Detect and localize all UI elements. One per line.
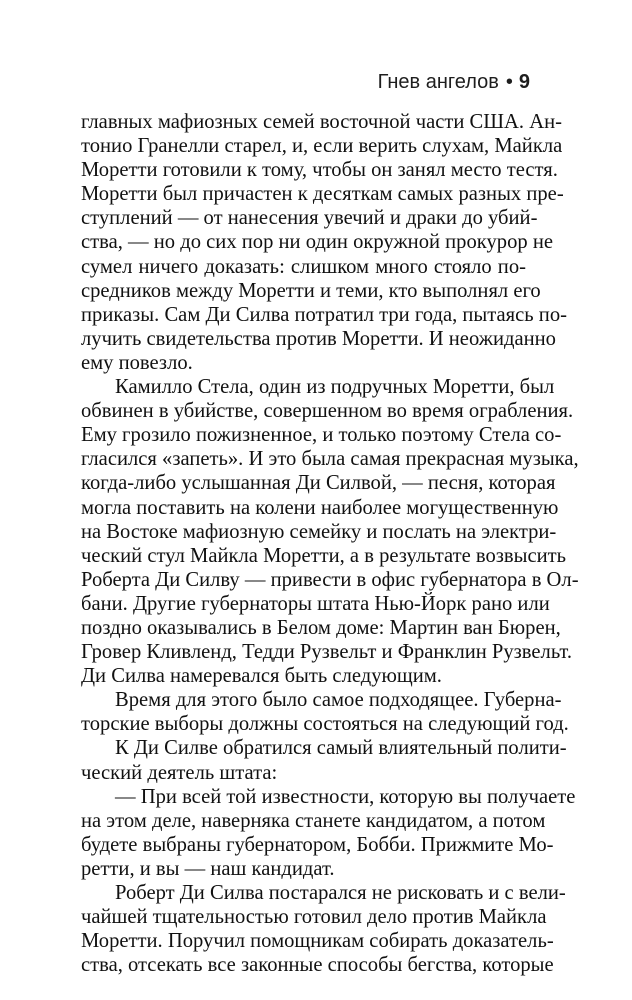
text-line: поздно оказывались в Белом доме: Мартин ван Бюрен, xyxy=(81,616,561,639)
book-title: Гнев ангелов xyxy=(377,71,499,93)
text-line: ческий стул Майкла Моретти, а в результате возвысить xyxy=(81,544,567,567)
text-line: Камилло Стела, один из подручных Моретти, был xyxy=(115,376,555,399)
text-line: Роберт Ди Силва постарался не рисковать и с вели- xyxy=(115,882,566,904)
paragraph xyxy=(81,110,567,375)
text-line: могла поставить на колени наиболее могущественную xyxy=(81,496,559,519)
text-line: Ди Силва намеревался быть следующим. xyxy=(81,665,442,688)
text-line: Время для этого было самое подходящее. Губерна- xyxy=(115,689,562,712)
text-line: средников между Моретти и теми, кто выполнял его xyxy=(81,279,541,302)
page-number: 9 xyxy=(518,71,530,93)
text-line: Моретти. Поручил помощникам собирать доказатель- xyxy=(81,930,554,953)
text-line: ства, отсекать все законные способы бегства, которые xyxy=(81,954,554,977)
text-line: чайшей тщательностью готовил дело против Майкла xyxy=(81,906,547,929)
text-line: ства, — но до сих пор ни один окружной прокурор не xyxy=(81,231,553,254)
text-line: ступлений — от нанесения увечий и драки до убий- xyxy=(81,207,538,230)
text-line: — При всей той известности, которую вы получаете xyxy=(115,785,576,808)
paragraph xyxy=(81,785,576,881)
text-line: на Востоке мафиозную семейку и послать на электри- xyxy=(81,520,557,543)
paragraph xyxy=(81,881,566,977)
text-line: лучить свидетельства против Моретти. И неожиданно xyxy=(81,327,556,350)
text-line: главных мафиозных семей восточной части США. Ан- xyxy=(81,111,562,133)
text-line: тонио Гранелли старел, и, если верить слухам, Майкла xyxy=(81,135,563,158)
text-line: обвинен в убийстве, совершенном во время ограбления. xyxy=(81,400,574,423)
text-line: когда-либо услышанная Ди Силвой, — песня, которая xyxy=(81,472,556,495)
text-line: гласился «запеть». И это была самая прекрасная музыка, xyxy=(81,448,579,471)
text-line: Роберта Ди Силву — привести в офис губернатора в Ол- xyxy=(81,568,579,591)
separator-bullet: • xyxy=(505,71,513,93)
text-line: на этом деле, наверняка станете кандидатом, а потом xyxy=(81,809,546,832)
text-line: будете выбраны губернатором, Бобби. Прижмите Мо- xyxy=(81,833,554,856)
text-line: Моретти готовили к тому, чтобы он занял место тестя. xyxy=(81,159,558,182)
text-line: приказы. Сам Ди Силва потратил три года, пытаясь по- xyxy=(81,303,567,326)
running-head xyxy=(378,72,530,92)
text-line: ретти, и вы — наш кандидат. xyxy=(81,857,335,880)
text-line: сумел ничего доказать: слишком много стояло по- xyxy=(81,255,526,278)
paragraph xyxy=(81,375,579,688)
text-line: Моретти был причастен к десяткам самых разных пре- xyxy=(81,183,564,206)
text-line: Гровер Кливленд, Тедди Рузвельт и Франклин Рузвельт. xyxy=(81,641,573,664)
body-text xyxy=(81,110,579,977)
text-line: торские выборы должны состояться на следующий год. xyxy=(81,713,569,736)
text-line: К Ди Силве обратился самый влиятельный полити- xyxy=(115,737,567,760)
text-line: ческий деятель штата: xyxy=(81,761,278,784)
text-line: ему повезло. xyxy=(81,351,193,374)
text-line: Ему грозило пожизненное, и только поэтому Стела со- xyxy=(81,424,562,447)
paragraph xyxy=(81,688,569,736)
paragraph xyxy=(81,736,567,784)
text-line: бани. Другие губернаторы штата Нью-Йорк рано или xyxy=(81,592,550,615)
